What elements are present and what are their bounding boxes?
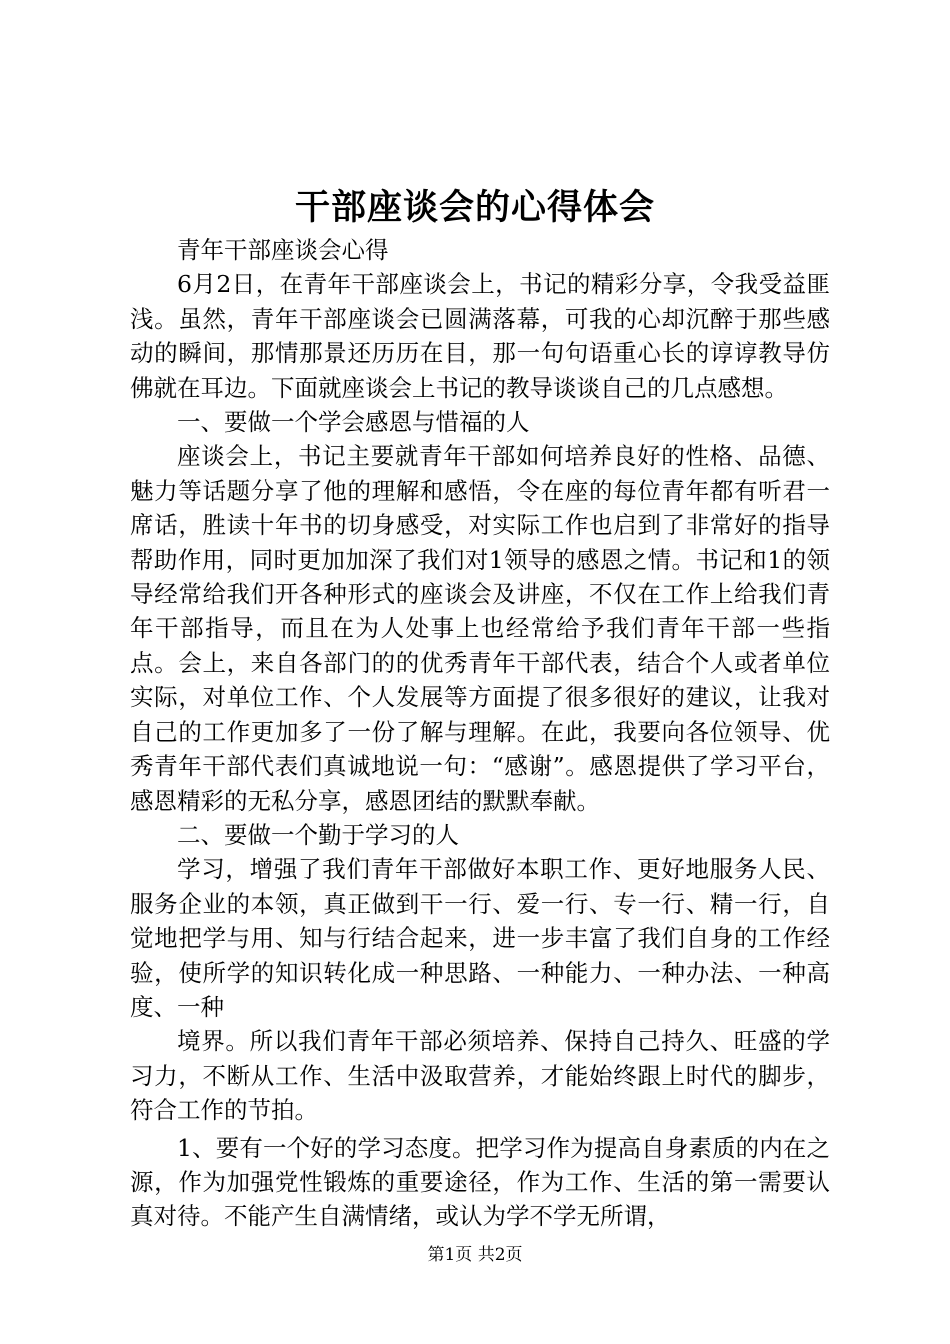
section-heading-1: 一、要做一个学会感恩与惜福的人 <box>177 408 530 437</box>
intro-paragraph: 6月2日，在青年干部座谈会上，书记的精彩分享，令我受益匪浅。虽然，青年干部座谈会已圆满落幕，可我的心却沉醉于那些感动的瞬间，那情那景还历历在目，那一句句语重心长的谆谆教导仿佛就在耳边。下面就座谈会上书记的教导谈谈自己的几点感想。 <box>130 270 830 402</box>
subtitle-paragraph: 青年干部座谈会心得 <box>177 236 389 264</box>
page-number-footer: 第1页 共2页 <box>427 1245 523 1265</box>
document-body <box>130 233 830 1234</box>
section-heading-2: 二、要做一个勤于学习的人 <box>177 820 459 849</box>
point-1-paragraph: 1、要有一个好的学习态度。把学习作为提高自身素质的内在之源，作为加强党性锻炼的重要途径，作为工作、生活的第一需要认真对待。不能产生自满情绪，或认为学不学无所谓， <box>130 1133 830 1231</box>
section-1-paragraph: 座谈会上，书记主要就青年干部如何培养良好的性格、品德、魅力等话题分享了他的理解和感悟，令在座的每位青年都有听君一席话，胜读十年书的切身感受，对实际工作也启到了非常好的指导帮助作用，同时更加加深了我们对1领导的感恩之情。书记和1的领导经常给我们开各种形式的座谈会及讲座，不仅在工作上给我们青年干部指导，而且在为人处事上也经常给予我们青年干部一些指点。会上，来自各部门的的优秀青年干部代表，结合个人或者单位实际，对单位工作、个人发展等方面提了很多很好的建议，让我对自己的工作更加多了一份了解与理解。在此，我要向各位领导、优秀青年干部代表们真诚地说一句：“感谢”。感恩提供了学习平台，感恩精彩的无私分享，感恩团结的默默奉献。 <box>130 442 830 815</box>
document-title: 干部座谈会的心得体会 <box>294 187 655 228</box>
section-2-continuation: 境界。所以我们青年干部必须培养、保持自己持久、旺盛的学习力，不断从工作、生活中汲取营养，才能始终跟上时代的脚步，符合工作的节拍。 <box>130 1027 830 1125</box>
section-2-paragraph: 学习，增强了我们青年干部做好本职工作、更好地服务人民、服务企业的本领，真正做到干一行、爱一行、专一行、精一行，自觉地把学与用、知与行结合起来，进一步丰富了我们自身的工作经验，使所学的知识转化成一种思路、一种能力、一种办法、一种高度、一种 <box>130 855 830 1021</box>
